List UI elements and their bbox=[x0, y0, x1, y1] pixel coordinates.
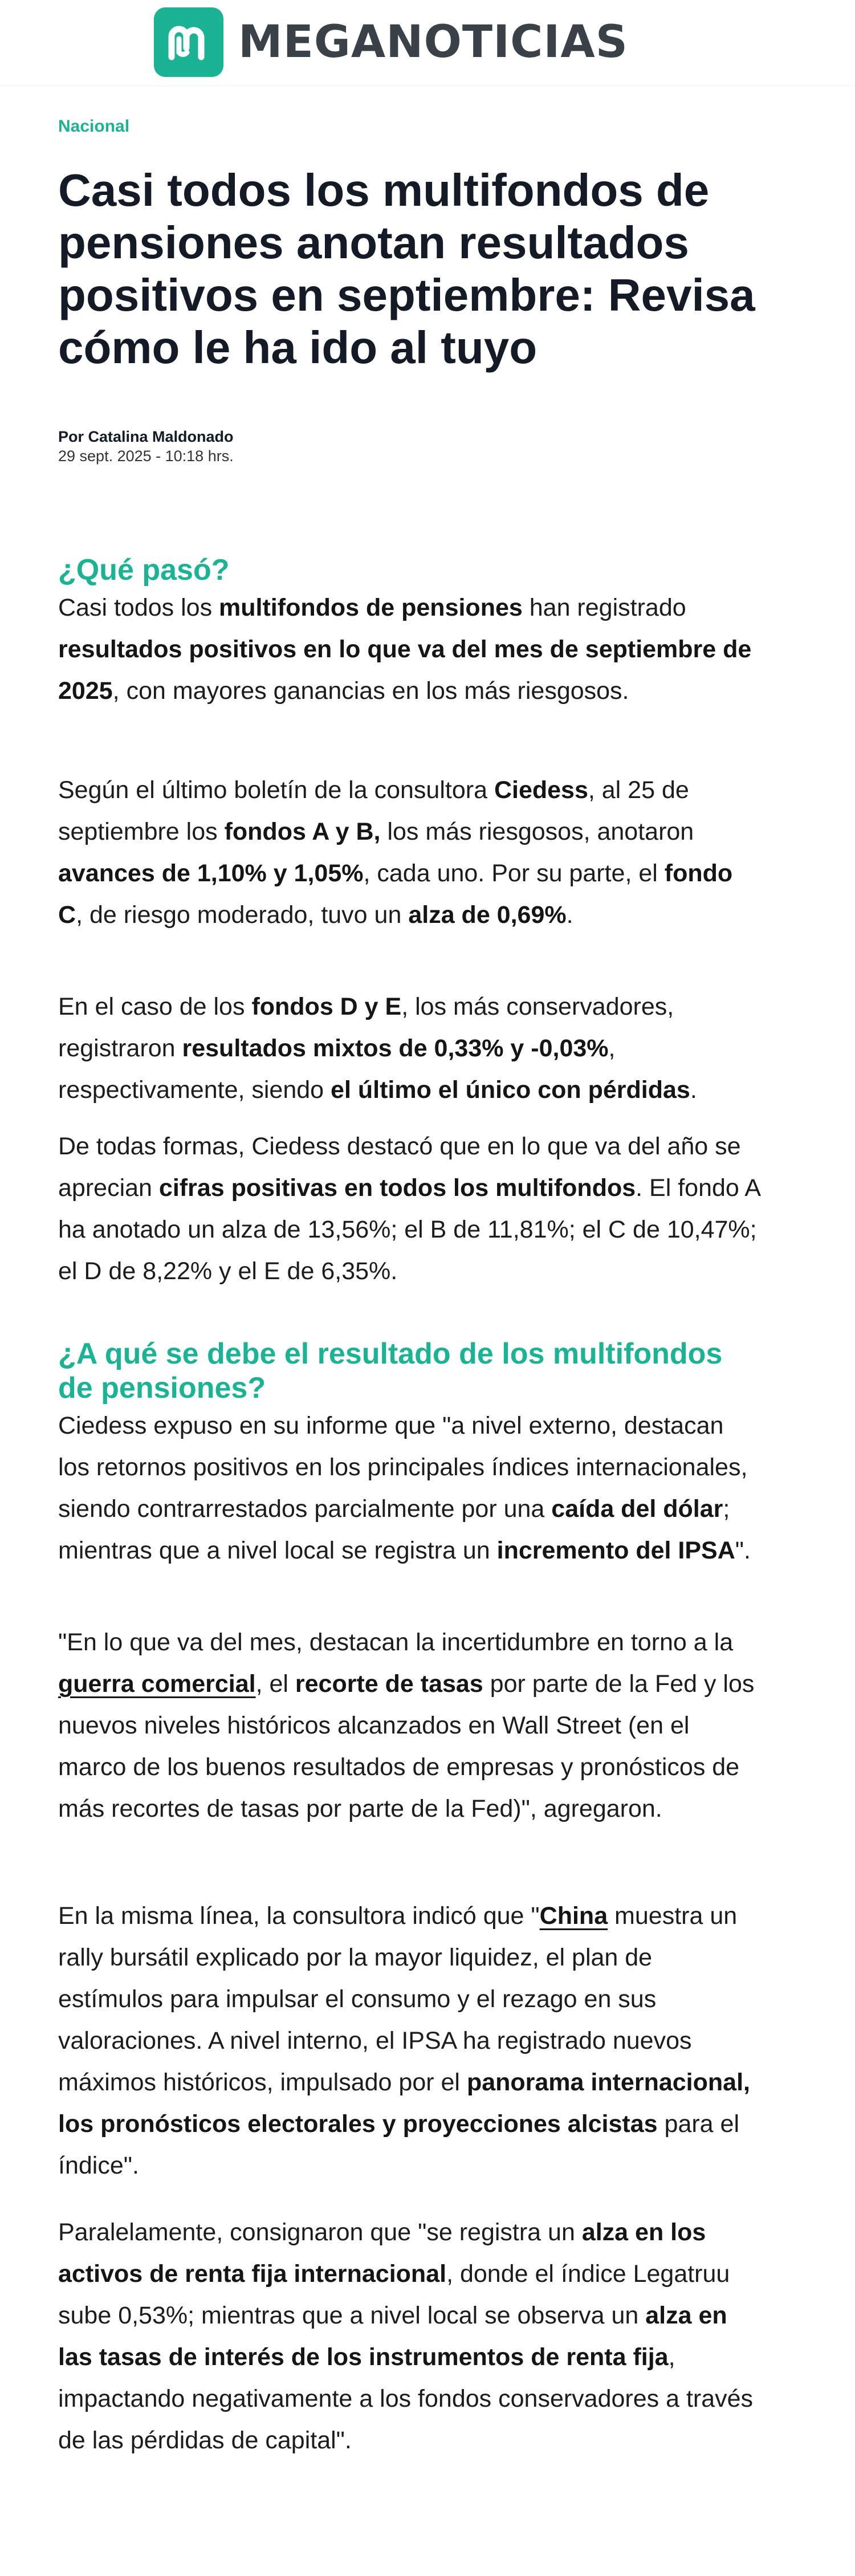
p6-text-3: por parte de la Fed y los nuevos niveles históricos alcanzados en Wall Street (en el marco de los buenos resultados de empresas y pronósticos de más recortes de tasas por parte de la Fed)", agregaron. bbox=[58, 1670, 755, 1822]
p6-text-1: "En lo que va del mes, destacan la incertidumbre en torno a la bbox=[58, 1629, 734, 1656]
p2-bold-2: fondos A y B, bbox=[224, 818, 381, 845]
paragraph-2 bbox=[58, 770, 760, 936]
p2-bold-4: fondo C bbox=[58, 860, 733, 929]
p3-bold-2: resultados mixtos de 0,33% y -0,03% bbox=[182, 1035, 609, 1062]
p3-bold-3: el último el único con pérdidas bbox=[331, 1076, 690, 1104]
p5-text-3: ". bbox=[735, 1537, 751, 1564]
paragraph-5 bbox=[58, 1405, 760, 1572]
brand-logo-link[interactable] bbox=[154, 6, 628, 78]
p3-text-3: , respectivamente, siendo bbox=[58, 1035, 616, 1104]
p5-text-1: Ciedess expuso en su informe que "a nivel externo, destacan los retornos positivos en los principales índices internacionales, siendo contrarrestados parcialmente por una bbox=[58, 1412, 748, 1523]
p8-text-1: Paralelamente, consignaron que "se registra un bbox=[58, 2219, 582, 2246]
link-china[interactable]: China bbox=[539, 1902, 608, 1930]
p2-text-5: , de riesgo moderado, tuvo un bbox=[76, 901, 409, 929]
subtitle-a-que-se-debe: ¿A qué se debe el resultado de los multifondos de pensiones? bbox=[58, 1337, 723, 1405]
p3-text-1: En el caso de los bbox=[58, 993, 252, 1020]
p2-text-6: . bbox=[566, 901, 573, 929]
paragraph-6 bbox=[58, 1622, 760, 1830]
site-header bbox=[0, 0, 855, 86]
p7-text-3: para el índice". bbox=[58, 2110, 740, 2179]
article-title: Casi todos los multifondos de pensiones anotan resultados positivos en septiembre: Revisa cómo le ha ido al tuyo bbox=[58, 165, 755, 373]
p8-bold-1: alza en los activos de renta fija internacional bbox=[58, 2219, 706, 2288]
subtitle-que-paso: ¿Qué pasó? bbox=[58, 554, 230, 587]
paragraph-1 bbox=[58, 587, 760, 712]
p2-text-1: Según el último boletín de la consultora bbox=[58, 776, 494, 804]
p2-bold-5: alza de 0,69% bbox=[408, 901, 567, 929]
p3-text-4: . bbox=[690, 1076, 697, 1104]
p3-bold-1: fondos D y E bbox=[251, 993, 402, 1020]
p1-bold-1: multifondos de pensiones bbox=[219, 594, 523, 621]
p1-text-2: han registrado bbox=[522, 594, 686, 621]
p5-text-2: ; mientras que a nivel local se registra un bbox=[58, 1495, 730, 1564]
p2-text-2: , al 25 de septiembre los bbox=[58, 776, 689, 845]
p4-text-2: . El fondo A ha anotado un alza de 13,56%; el B de 11,81%; el C de 10,47%; el D de 8,22% y el E de 6,35%. bbox=[58, 1174, 760, 1285]
paragraph-3 bbox=[58, 986, 760, 1111]
p8-text-3: , impactando negativamente a los fondos conservadores a través de las pérdidas de capital". bbox=[58, 2343, 754, 2454]
paragraph-4 bbox=[58, 1126, 760, 1292]
paragraph-8 bbox=[58, 2212, 760, 2461]
p7-text-2: muestra un rally bursátil explicado por la mayor liquidez, el plan de estímulos para impulsar el consumo y el rezago en sus valoraciones. A nivel interno, el IPSA ha registrado nuevos máximos históricos, impulsado por el bbox=[58, 1902, 738, 2096]
p2-text-3: los más riesgosos, anotaron bbox=[380, 818, 694, 845]
p3-text-2: , los más conservadores, registraron bbox=[58, 993, 674, 1062]
p4-text-1: De todas formas, Ciedess destacó que en lo que va del año se aprecian bbox=[58, 1133, 741, 1202]
brand-name: MEGANOTICIAS bbox=[238, 17, 628, 68]
article-byline: Por Catalina Maldonado bbox=[58, 428, 234, 445]
p1-bold-2: resultados positivos en lo que va del mes de septiembre de 2025 bbox=[58, 636, 752, 705]
paragraph-7 bbox=[58, 1895, 760, 2187]
p1-text-1: Casi todos los bbox=[58, 594, 219, 621]
p8-text-2: , donde el índice Legatruu sube 0,53%; mientras que a nivel local se observa un bbox=[58, 2260, 730, 2329]
p6-text-2: , el bbox=[255, 1670, 295, 1698]
p5-bold-2: incremento del IPSA bbox=[496, 1537, 735, 1564]
p6-bold-1: recorte de tasas bbox=[295, 1670, 483, 1698]
section-tag-link[interactable]: Nacional bbox=[58, 117, 130, 136]
p1-text-3: , con mayores ganancias en los más riesgosos. bbox=[112, 677, 629, 705]
meganoticias-m-logo-icon bbox=[154, 7, 223, 77]
p4-bold-1: cifras positivas en todos los multifondos bbox=[158, 1174, 636, 1202]
p2-text-4: , cada uno. Por su parte, el bbox=[363, 860, 665, 887]
p7-bold-1: panorama internacional, los pronósticos electorales y proyecciones alcistas bbox=[58, 2069, 750, 2138]
p8-bold-2: alza en las tasas de interés de los instrumentos de renta fija bbox=[58, 2302, 727, 2371]
p2-bold-1: Ciedess bbox=[494, 776, 588, 804]
p7-text-1: En la misma línea, la consultora indicó que " bbox=[58, 1902, 540, 1930]
p5-bold-1: caída del dólar bbox=[551, 1495, 723, 1523]
link-guerra-comercial[interactable]: guerra comercial bbox=[58, 1670, 256, 1698]
article-date: 29 sept. 2025 - 10:18 hrs. bbox=[58, 447, 234, 465]
p2-bold-3: avances de 1,10% y 1,05% bbox=[58, 860, 364, 887]
